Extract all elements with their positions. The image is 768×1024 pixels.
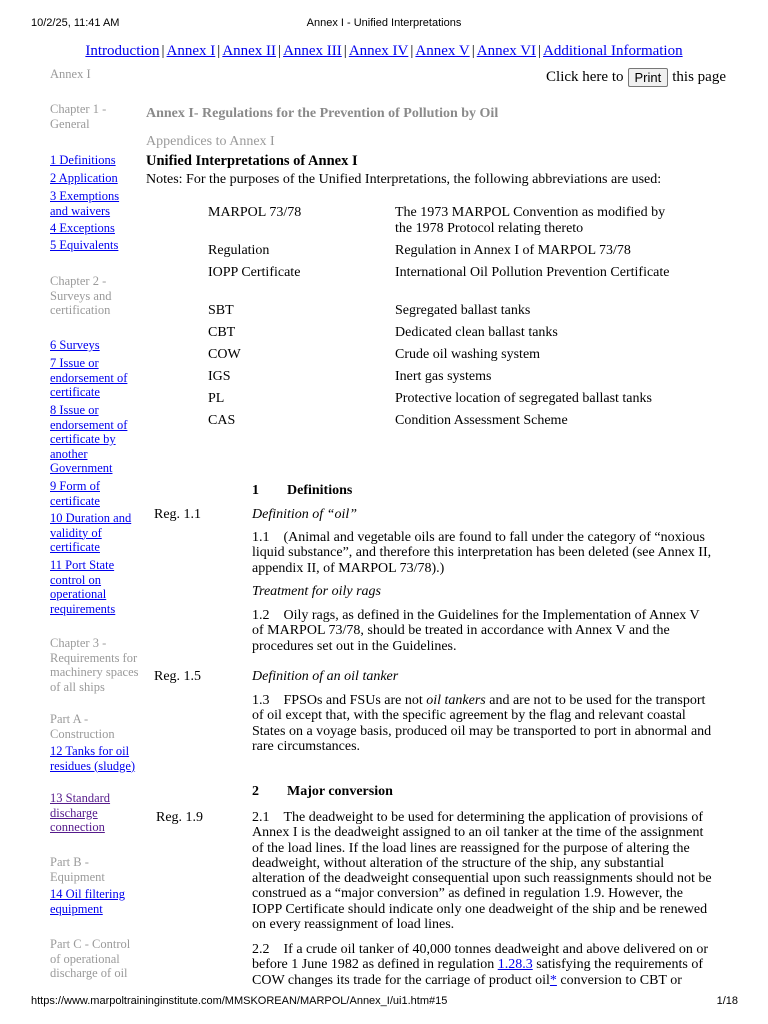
print-datetime: 10/2/25, 11:41 AM (31, 17, 120, 29)
sidebar-part-c: Part C - Control of operational discharge of oil (50, 937, 131, 981)
annex-heading: Annex I- Regulations for the Prevention of Pollution by Oil (146, 106, 499, 121)
sidebar-annex-label: Annex I (50, 67, 91, 81)
print-prompt-text: Click here to (546, 69, 624, 85)
abbr-definition: Condition Assessment Scheme (395, 413, 568, 428)
nav-separator: | (343, 43, 347, 59)
sidebar-link-exceptions[interactable]: 4 Exceptions (50, 221, 115, 235)
abbr-definition: Protective location of segregated ballast tanks (395, 391, 652, 406)
paragraph-1-3 (252, 693, 714, 754)
paragraph-text: Oily rags, as defined in the Guidelines for the Implementation of Annex V of MARPOL 73/78, should be treated in accordance with Annex V and the procedures set out in the Guidelines. (252, 608, 700, 654)
print-url: https://www.marpoltraininginstitute.com/MMSKOREAN/MARPOL/Annex_I/ui1.htm#15 (31, 995, 448, 1007)
paragraph-number: 1.2 (252, 608, 270, 623)
abbr-term: IGS (208, 369, 231, 384)
paragraph-text: The deadweight to be used for determining the application of provisions of Annex I is the deadweight assigned to an oil tanker at the time of the assignment of the load lines. If the load lines are reassigned for the purpose of altering the deadweight, without alteration of the structure of the ship, any substantial alteration of the deadweight consequential upon such reassignments should not be construed as a “major conversion” as defined in regulation 1.9. However, the IOPP Certificate should indicate only one deadweight of the ship and be renewed on every reassignment of load lines. (252, 810, 712, 933)
section-heading-major-conversion: 2 Major conversion (252, 784, 393, 799)
subheading-definition-of-oil: Definition of “oil” (252, 507, 358, 522)
sidebar-link-exemptions[interactable]: 3 Exemptions and waivers (50, 189, 120, 218)
paragraph-text: conversion to CBT or (556, 972, 682, 988)
paragraph-number: 1.3 (252, 693, 270, 708)
nav-annex-i-link[interactable]: Annex I (166, 43, 216, 59)
abbr-term: SBT (208, 303, 234, 318)
notes-text: Notes: For the purposes of the Unified Interpretations, the following abbreviations are used: (146, 172, 662, 187)
subheading-oil-tanker: Definition of an oil tanker (252, 669, 399, 684)
sidebar-link-issue-endorsement[interactable]: 7 Issue or endorsement of certificate (50, 356, 128, 400)
nav-separator: | (471, 43, 475, 59)
nav-annex-iv-link[interactable]: Annex IV (348, 43, 409, 59)
paragraph-number: 1.1 (252, 530, 270, 545)
nav-annex-v-link[interactable]: Annex V (415, 43, 470, 59)
reg-label: Reg. 1.5 (154, 669, 202, 684)
paragraph-number: 2.1 (252, 810, 270, 825)
paragraph-1-2 (252, 608, 714, 654)
print-suffix-text: this page (672, 69, 726, 85)
sidebar-part-a: Part A - Construction (50, 712, 115, 741)
sidebar-chapter-3: Chapter 3 - Requirements for machinery spaces of all ships (50, 636, 139, 694)
appendices-label: Appendices to Annex I (146, 134, 275, 149)
nav-separator: | (161, 43, 165, 59)
print-page-title: Annex I - Unified Interpretations (306, 17, 462, 29)
nav-additional-info-link[interactable]: Additional Information (543, 43, 683, 59)
section-heading-definitions: 1 Definitions (252, 483, 353, 498)
regulation-link[interactable]: 1.28.3 (497, 957, 533, 973)
abbr-definition: Segregated ballast tanks (395, 303, 531, 318)
abbr-definition: Inert gas systems (395, 369, 492, 384)
abbr-term: MARPOL 73/78 (208, 205, 302, 220)
nav-separator: | (410, 43, 414, 59)
paragraph-text: (Animal and vegetable oils are found to fall under the category of “noxious liquid substance”, and therefore this interpretation has been deleted (see Annex II, appendix II, of MARPOL 73/78).) (252, 530, 712, 576)
abbr-definition: Dedicated clean ballast tanks (395, 325, 558, 340)
sidebar-link-standard-discharge[interactable]: 13 Standard discharge connection (50, 791, 111, 835)
paragraph-1-1 (252, 530, 714, 576)
sidebar-chapter-1: Chapter 1 - General (50, 102, 107, 131)
abbr-term: Regulation (208, 243, 270, 258)
sidebar-link-oil-filtering[interactable]: 14 Oil filtering equipment (50, 887, 125, 916)
sidebar-link-duration-validity[interactable]: 10 Duration and validity of certificate (50, 511, 132, 555)
abbr-definition: The 1973 MARPOL Convention as modified by the 1978 Protocol relating thereto (395, 205, 666, 236)
abbr-term: CBT (208, 325, 236, 340)
sidebar-part-b: Part B - Equipment (50, 855, 105, 884)
paragraph-text: FPSOs and FSUs are not (283, 693, 427, 708)
nav-separator: | (538, 43, 542, 59)
nav-introduction-link[interactable]: Introduction (85, 43, 160, 59)
nav-separator: | (278, 43, 282, 59)
reg-label: Reg. 1.1 (154, 507, 202, 522)
abbr-term: IOPP Certificate (208, 265, 301, 280)
abbr-definition: Regulation in Annex I of MARPOL 73/78 (395, 243, 631, 258)
paragraph-number: 2.2 (252, 942, 270, 957)
sidebar-link-definitions[interactable]: 1 Definitions (50, 153, 116, 167)
subheading-oily-rags: Treatment for oily rags (252, 584, 381, 599)
abbr-definition: International Oil Pollution Prevention Certificate (395, 265, 670, 280)
sidebar-link-surveys[interactable]: 6 Surveys (50, 338, 100, 352)
top-nav (0, 43, 768, 60)
paragraph-2-2 (252, 942, 714, 988)
nav-separator: | (217, 43, 221, 59)
abbr-definition: Crude oil washing system (395, 347, 541, 362)
print-page-number: 1/18 (716, 995, 738, 1007)
print-button[interactable]: Print (628, 68, 669, 87)
nav-annex-ii-link[interactable]: Annex II (222, 43, 277, 59)
paragraph-emphasis: oil tankers (426, 693, 486, 708)
page-title: Unified Interpretations of Annex I (146, 153, 358, 169)
sidebar-link-form-of-certificate[interactable]: 9 Form of certificate (50, 479, 100, 508)
sidebar-link-port-state-control[interactable]: 11 Port State control on operational requirements (50, 558, 116, 616)
nav-annex-iii-link[interactable]: Annex III (283, 43, 342, 59)
sidebar-link-issue-by-another-government[interactable]: 8 Issue or endorsement of certificate by another Government (50, 403, 128, 476)
abbr-term: PL (208, 391, 225, 406)
footnote-link[interactable]: * (549, 972, 557, 988)
sidebar-link-tanks-oil-residues[interactable]: 12 Tanks for oil residues (sludge) (50, 744, 136, 773)
paragraph-2-1 (252, 810, 714, 932)
print-bar (546, 68, 726, 87)
abbr-term: CAS (208, 413, 236, 428)
sidebar-link-equivalents[interactable]: 5 Equivalents (50, 238, 119, 252)
sidebar-link-application[interactable]: 2 Application (50, 171, 118, 185)
nav-annex-vi-link[interactable]: Annex VI (476, 43, 537, 59)
paragraph-text: satisfying the requirements of COW changes its trade for the carriage of product oil (252, 957, 704, 988)
sidebar-chapter-2: Chapter 2 - Surveys and certification (50, 274, 112, 318)
abbr-term: COW (208, 347, 241, 362)
reg-label: Reg. 1.9 (156, 810, 204, 825)
paragraph-text: and are not to be used for the transport of oil except that, with the specific agreement by the flag and relevant coastal States on a voyage basis, produced oil may be transported to port in abnormal and rare circumstances. (252, 693, 712, 754)
paragraph-text: If a crude oil tanker of 40,000 tonnes deadweight and above delivered on or before 1 June 1982 as defined in regulation (252, 942, 709, 973)
